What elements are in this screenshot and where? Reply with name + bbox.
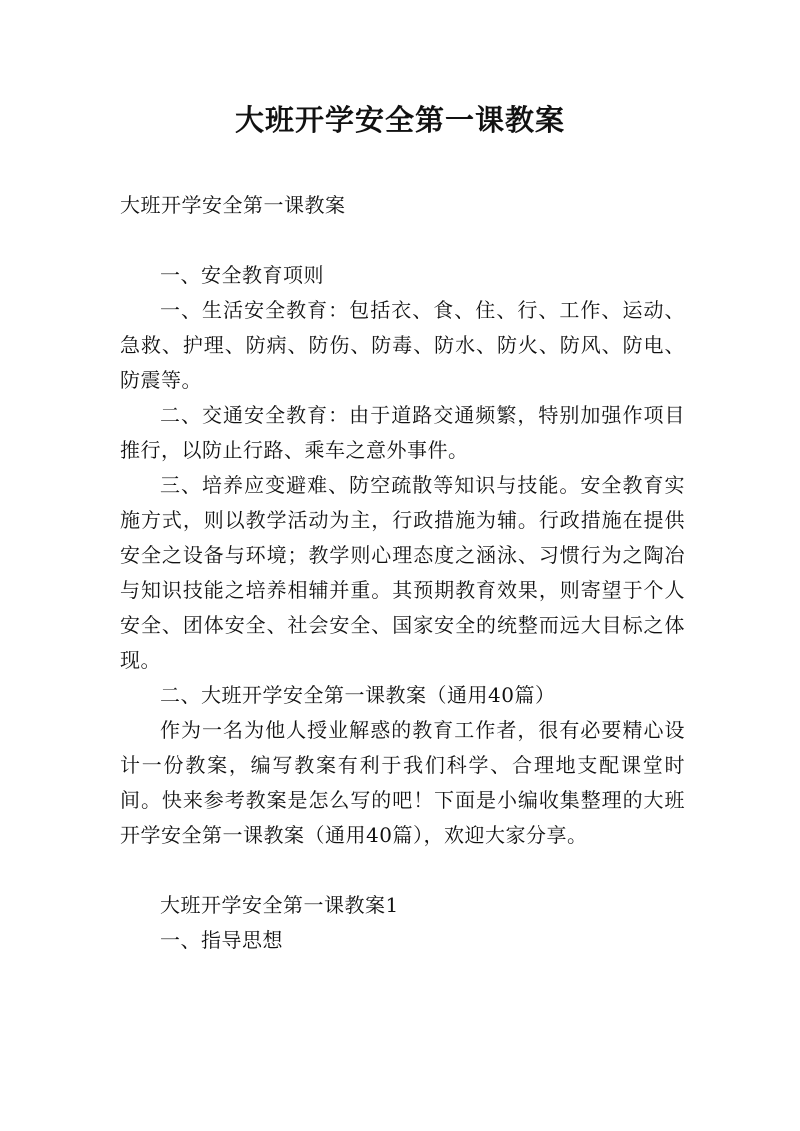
paragraph-traffic-safety: 二、交通安全教育：由于道路交通频繁，特别加强作项目推行，以防止行路、乘车之意外事件。 (120, 403, 685, 462)
blank-line (120, 853, 685, 888)
section-title: 大班开学安全第一课教案1 (160, 893, 399, 917)
document-body (120, 188, 685, 958)
paragraph-emergency-skills: 三、培养应变避难、防空疏散等知识与技能。安全教育实施方式，则以教学活动为主，行政措施为辅。行政措施在提供安全之设备与环境；教学则心理态度之涵泳、习惯行为之陶冶与知识技能之培养相辅并重。其预期教育效果，则寄望于个人安全、团体安全、社会安全、国家安全的统整而远大目标之体现。 (120, 473, 685, 672)
section-first-heading: 一、指导思想 (160, 928, 283, 952)
document-subtitle: 大班开学安全第一课教案 (120, 193, 346, 217)
document-title: 大班开学安全第一课教案 (234, 103, 565, 137)
paragraph-introduction: 作为一名为他人授业解惑的教育工作者，很有必要精心设计一份教案，编写教案有利于我们科学、合理地支配课堂时间。快来参考教案是怎么写的吧！下面是小编收集整理的大班开学安全第一课教案（通用40篇），欢迎大家分享。 (120, 718, 685, 847)
paragraph-life-safety: 一、生活安全教育：包括衣、食、住、行、工作、运动、急救、护理、防病、防伤、防毒、防水、防火、防风、防电、防震等。 (120, 298, 685, 392)
heading-safety-items: 一、安全教育项则 (160, 263, 324, 287)
heading-lesson-plans: 二、大班开学安全第一课教案（通用40篇） (160, 683, 556, 707)
blank-line (120, 223, 685, 258)
